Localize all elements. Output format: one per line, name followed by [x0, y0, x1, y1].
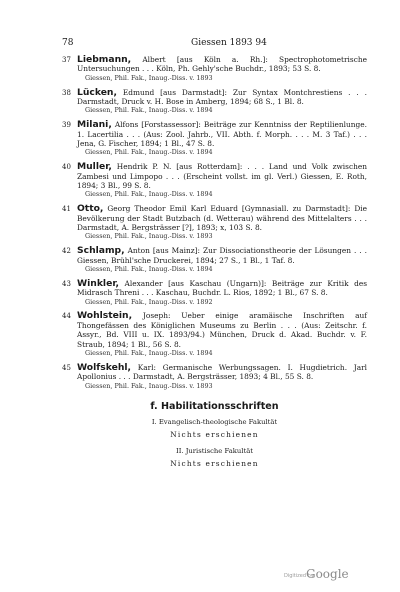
entry-body: Joseph: Ueber einige aramäische Inschriften auf Thongefässen des Königlichen Museums zu Berlin . . . (Aus: Zeitschr. f. Assyr., Bd. VIII u. IX. 1893/94.) München, Druck d. Akad. Buchdr. v. F. Straub, 1894; 1 Bl., 56 S. 8.: [77, 311, 367, 349]
entry-body: Karl: Germanische Werbungssagen. I. Hugdietrich. Jarl Apollonius . . . Darmstadt, A. Bergsträsser, 1893; 4 Bl., 55 S. 8.: [77, 362, 367, 382]
bibliography-entry: [62, 120, 367, 157]
author-name: Winkler,: [77, 277, 119, 289]
faculty-heading-1: I. Evangelisch-theologische Fakultät: [151, 418, 278, 426]
entry-body: Alfons [Forstassessor]: Beiträge zur Kenntniss der Reptilienlunge. 1. Lacertilia . . . (Aus: Zool. Jahrb., VII. Abth. f. Morph. . . . M. 3 Taf.) . . . Jena, G. Fischer, 1894; 1 Bl., 47 S. 8.: [77, 120, 367, 149]
google-logo: Google: [306, 567, 349, 581]
author-name: Milani,: [77, 119, 112, 131]
entry-text: [77, 55, 367, 74]
dissertation-note: Giessen, Phil. Fak., Inaug.-Diss. v. 1894: [85, 265, 213, 274]
entry-text: [77, 279, 367, 298]
bibliography-entry: [62, 246, 367, 274]
bibliography-entry: [62, 162, 367, 199]
entry-text: [77, 363, 367, 382]
watermark-by: Digitized by: [284, 573, 314, 579]
dissertation-note: Giessen, Phil. Fak., Inaug.-Diss. v. 1893: [85, 73, 213, 82]
author-name: Wohlstein,: [77, 310, 133, 322]
entry-number: 39: [62, 121, 71, 130]
entry-body: Albert [aus Köln a. Rh.]: Spectrophotometrische Untersuchungen . . . Köln, Ph. Gehly'sche Buchdr., 1893; 53 S. 8.: [77, 55, 367, 74]
dissertation-note: Giessen, Phil. Fak., Inaug.-Diss. v. 1894: [85, 190, 213, 199]
entry-body: Edmund [aus Darmstadt]: Zur Syntax Montchrestiens . . . Darmstadt, Druck v. H. Bose in Amberg, 1894; 68 S., 1 Bl. 8.: [77, 87, 367, 107]
author-name: Lücken,: [77, 86, 117, 98]
entry-number: 43: [62, 279, 71, 288]
entry-body: Hendrik P. N. [aus Rotterdam]: . . . Land und Volk zwischen Zambesi und Limpopo . . . (Erscheint vollst. im gl. Verl.) Giessen, E. Roth, 1894; 3 Bl., 99 S. 8.: [77, 162, 367, 191]
dissertation-note: Giessen, Phil. Fak., Inaug.-Diss. v. 1893: [85, 381, 213, 390]
entry-text: [77, 311, 367, 349]
nothing-published-1: Nichts erschienen: [170, 430, 259, 439]
entry-number: 38: [62, 88, 71, 97]
habilitation-section: [62, 401, 367, 476]
dissertation-note: Giessen, Phil. Fak., Inaug.-Diss. v. 1894: [85, 148, 213, 157]
faculty-heading-2: II. Juristische Fakultät: [176, 447, 253, 455]
entry-text: [77, 162, 367, 190]
dissertation-note: Giessen, Phil. Fak., Inaug.-Diss. v. 1894: [85, 349, 213, 358]
bibliography-entry: [62, 204, 367, 241]
entry-body: Alexander [aus Kaschau (Ungarn)]: Beiträge zur Kritik des Midrasch Threni . . . Kaschau, Buchdr. L. Rios, 1892; 1 Bl., 67 S. 8.: [77, 278, 367, 298]
google-watermark: [284, 567, 364, 583]
entry-text: [77, 120, 367, 148]
section-title: f. Habilitationsschriften: [150, 401, 279, 412]
entry-body: Anton [aus Mainz]: Zur Dissociationstheorie der Lösungen . . . Giessen, Brühl'sche Druckerei, 1894; 27 S., 1 Bl., 1 Taf. 8.: [77, 246, 367, 265]
author-name: Otto,: [77, 203, 104, 215]
dissertation-note: Giessen, Phil. Fak., Inaug.-Diss. v. 1894: [85, 106, 213, 115]
author-name: Schlamp,: [77, 245, 125, 257]
entry-number: 42: [62, 247, 71, 256]
entry-number: 44: [62, 312, 71, 321]
entry-text: [77, 88, 367, 107]
nothing-published-2: Nichts erschienen: [170, 459, 259, 468]
entry-body: Georg Theodor Emil Karl Eduard [Gymnasiall. zu Darmstadt]: Die Bevölkerung der Stadt Butzbach (d. Wetterau) während des Mittelalters . . . Darmstadt, A. Bergsträsser [?], 1893; x, 103 S. 8.: [77, 204, 367, 233]
author-name: Liebmann,: [77, 54, 132, 65]
page-header: [62, 38, 360, 50]
bibliography-entry: [62, 363, 367, 391]
entry-text: [77, 204, 367, 232]
dissertation-note: Giessen, Phil. Fak., Inaug.-Diss. v. 1893: [85, 232, 213, 241]
author-name: Muller,: [77, 161, 112, 173]
running-head: Giessen 1893 94: [191, 38, 267, 48]
bibliography-entry: [62, 88, 367, 116]
bibliography-entry: [62, 55, 367, 83]
page-number: 78: [62, 38, 74, 48]
author-name: Wolfskehl,: [77, 361, 132, 373]
entry-number: 45: [62, 363, 71, 372]
entry-number: 37: [62, 56, 71, 64]
entry-number: 40: [62, 163, 71, 172]
entry-text: [77, 246, 367, 265]
bibliography-entry: [62, 279, 367, 307]
entry-number: 41: [62, 205, 71, 214]
entry-list: [62, 55, 367, 396]
dissertation-note: Giessen, Phil. Fak., Inaug.-Diss. v. 1892: [85, 297, 213, 306]
bibliography-entry: [62, 311, 367, 357]
